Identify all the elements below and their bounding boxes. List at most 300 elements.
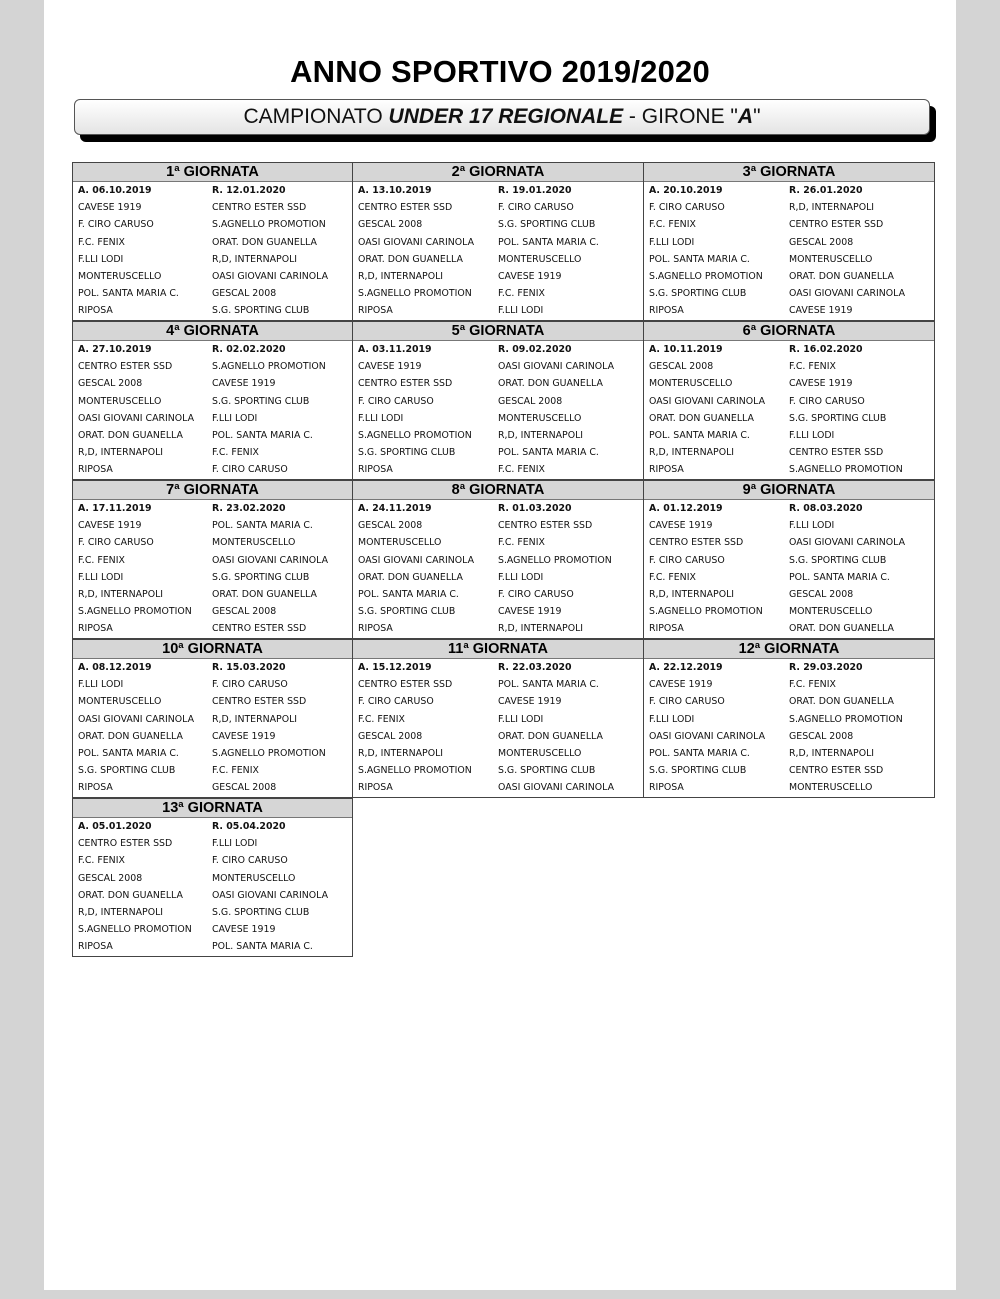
away-team: CAVESE 1919 bbox=[498, 696, 562, 708]
round-dates bbox=[353, 344, 643, 361]
away-team: POL. SANTA MARIA C. bbox=[212, 520, 313, 532]
away-team: R,D, INTERNAPOLI bbox=[212, 713, 298, 725]
match-row bbox=[73, 555, 352, 572]
andata-date: A. 05.01.2020 bbox=[78, 821, 152, 832]
ritorno-date: R. 09.02.2020 bbox=[498, 344, 572, 355]
home-team: R,D, INTERNAPOLI bbox=[358, 271, 444, 282]
ritorno-date: R. 19.01.2020 bbox=[498, 185, 572, 196]
page-title: ANNO SPORTIVO 2019/2020 bbox=[290, 54, 710, 89]
away-team: S.AGNELLO PROMOTION bbox=[212, 748, 326, 759]
match-row bbox=[73, 413, 352, 430]
andata-date: A. 10.11.2019 bbox=[649, 344, 723, 355]
match-row bbox=[73, 782, 352, 799]
match-row bbox=[353, 413, 643, 430]
away-team: ORAT. DON GUANELLA bbox=[498, 730, 603, 742]
away-team: ORAT. DON GUANELLA bbox=[789, 271, 894, 282]
away-team: OASI GIOVANI CARINOLA bbox=[789, 537, 906, 549]
match-row bbox=[73, 537, 352, 554]
home-team: F.C. FENIX bbox=[649, 219, 696, 231]
ritorno-date: R. 12.01.2020 bbox=[212, 185, 286, 196]
match-row bbox=[644, 765, 934, 782]
andata-date: A. 03.11.2019 bbox=[358, 344, 432, 355]
match-row bbox=[353, 748, 643, 765]
away-team: CAVESE 1919 bbox=[498, 606, 562, 618]
match-row bbox=[644, 305, 934, 322]
home-team: S.AGNELLO PROMOTION bbox=[649, 271, 763, 282]
home-team: CAVESE 1919 bbox=[649, 679, 713, 691]
away-team: ORAT. DON GUANELLA bbox=[789, 623, 894, 635]
away-team: F.C. FENIX bbox=[212, 447, 259, 459]
away-team: ORAT. DON GUANELLA bbox=[212, 589, 317, 600]
match-row bbox=[73, 696, 352, 713]
home-team: CENTRO ESTER SSD bbox=[78, 361, 173, 373]
away-team: S.G. SPORTING CLUB bbox=[212, 305, 310, 317]
away-team: OASI GIOVANI CARINOLA bbox=[212, 889, 329, 901]
away-team: F.LLI LODI bbox=[498, 571, 544, 583]
match-row bbox=[353, 254, 643, 271]
home-team: MONTERUSCELLO bbox=[78, 395, 162, 407]
home-team: RIPOSA bbox=[358, 623, 393, 635]
match-row bbox=[73, 361, 352, 378]
home-team: MONTERUSCELLO bbox=[78, 271, 162, 282]
away-team: F. CIRO CARUSO bbox=[498, 589, 574, 600]
home-team: F.LLI LODI bbox=[78, 253, 124, 265]
away-team: F.LLI LODI bbox=[789, 430, 835, 441]
match-row bbox=[73, 464, 352, 481]
match-row bbox=[644, 219, 934, 236]
match-row bbox=[353, 696, 643, 713]
home-team: GESCAL 2008 bbox=[78, 872, 143, 884]
home-team: S.AGNELLO PROMOTION bbox=[78, 606, 192, 618]
away-team: F.C. FENIX bbox=[498, 464, 545, 476]
home-team: RIPOSA bbox=[649, 305, 684, 317]
match-row bbox=[353, 679, 643, 696]
home-team: OASI GIOVANI CARINOLA bbox=[649, 730, 766, 742]
round-dates bbox=[644, 344, 934, 361]
ritorno-date: R. 29.03.2020 bbox=[789, 662, 863, 673]
away-team: MONTERUSCELLO bbox=[498, 412, 582, 424]
round-block bbox=[72, 321, 353, 480]
round-dates bbox=[73, 821, 352, 838]
match-row bbox=[644, 782, 934, 799]
round-block bbox=[352, 321, 644, 480]
match-row bbox=[353, 271, 643, 288]
match-row bbox=[73, 731, 352, 748]
andata-date: A. 08.12.2019 bbox=[78, 662, 152, 673]
match-row bbox=[353, 589, 643, 606]
away-team: R,D, INTERNAPOLI bbox=[212, 253, 298, 265]
away-team: GESCAL 2008 bbox=[212, 606, 277, 618]
round-dates bbox=[353, 662, 643, 679]
round-dates bbox=[644, 185, 934, 202]
banner-group: A bbox=[737, 105, 754, 128]
ritorno-date: R. 23.02.2020 bbox=[212, 503, 286, 514]
match-row bbox=[644, 254, 934, 271]
round-title: 9ª GIORNATA bbox=[644, 481, 934, 500]
away-team: R,D, INTERNAPOLI bbox=[789, 202, 875, 214]
home-team: F. CIRO CARUSO bbox=[358, 395, 434, 407]
away-team: CENTRO ESTER SSD bbox=[212, 202, 307, 214]
home-team: RIPOSA bbox=[649, 782, 684, 794]
match-row bbox=[353, 378, 643, 395]
home-team: OASI GIOVANI CARINOLA bbox=[358, 236, 475, 248]
away-team: OASI GIOVANI CARINOLA bbox=[498, 361, 615, 373]
away-team: S.G. SPORTING CLUB bbox=[498, 765, 596, 777]
round-title: 10ª GIORNATA bbox=[73, 640, 352, 659]
match-row bbox=[73, 288, 352, 305]
away-team: MONTERUSCELLO bbox=[498, 253, 582, 265]
round-block bbox=[352, 480, 644, 639]
home-team: ORAT. DON GUANELLA bbox=[358, 571, 463, 583]
home-team: F.LLI LODI bbox=[78, 679, 124, 691]
match-row bbox=[73, 396, 352, 413]
away-team: MONTERUSCELLO bbox=[789, 253, 873, 265]
away-team: F.LLI LODI bbox=[212, 412, 258, 424]
away-team: MONTERUSCELLO bbox=[789, 606, 873, 618]
round-block bbox=[643, 480, 935, 639]
ritorno-date: R. 22.03.2020 bbox=[498, 662, 572, 673]
home-team: R,D, INTERNAPOLI bbox=[649, 589, 735, 600]
home-team: S.AGNELLO PROMOTION bbox=[649, 606, 763, 618]
match-row bbox=[73, 447, 352, 464]
home-team: GESCAL 2008 bbox=[358, 520, 423, 532]
home-team: R,D, INTERNAPOLI bbox=[78, 447, 164, 459]
away-team: S.AGNELLO PROMOTION bbox=[498, 554, 612, 566]
home-team: F. CIRO CARUSO bbox=[78, 537, 154, 549]
home-team: F.C. FENIX bbox=[78, 855, 125, 867]
away-team: OASI GIOVANI CARINOLA bbox=[789, 288, 906, 300]
away-team: R,D, INTERNAPOLI bbox=[498, 430, 584, 441]
match-row bbox=[644, 202, 934, 219]
match-row bbox=[644, 237, 934, 254]
match-row bbox=[73, 838, 352, 855]
round-dates bbox=[73, 185, 352, 202]
away-team: S.G. SPORTING CLUB bbox=[789, 554, 887, 566]
away-team: CAVESE 1919 bbox=[498, 271, 562, 282]
match-row bbox=[353, 606, 643, 623]
match-row bbox=[73, 305, 352, 322]
home-team: OASI GIOVANI CARINOLA bbox=[358, 554, 475, 566]
match-row bbox=[644, 520, 934, 537]
away-team: OASI GIOVANI CARINOLA bbox=[498, 782, 615, 794]
away-team: F. CIRO CARUSO bbox=[212, 855, 288, 867]
home-team: S.G. SPORTING CLUB bbox=[358, 606, 456, 618]
home-team: F.C. FENIX bbox=[78, 554, 125, 566]
match-row bbox=[73, 907, 352, 924]
away-team: CENTRO ESTER SSD bbox=[212, 696, 307, 708]
home-team: POL. SANTA MARIA C. bbox=[78, 748, 179, 759]
away-team: F. CIRO CARUSO bbox=[789, 395, 865, 407]
home-team: RIPOSA bbox=[78, 305, 113, 317]
round-title: 12ª GIORNATA bbox=[644, 640, 934, 659]
round-block bbox=[352, 639, 644, 798]
match-row bbox=[73, 765, 352, 782]
home-team: F.C. FENIX bbox=[649, 571, 696, 583]
round-title: 8ª GIORNATA bbox=[353, 481, 643, 500]
andata-date: A. 15.12.2019 bbox=[358, 662, 432, 673]
away-team: S.G. SPORTING CLUB bbox=[789, 412, 887, 424]
away-team: GESCAL 2008 bbox=[789, 236, 854, 248]
banner-middle: - GIRONE " bbox=[623, 105, 738, 128]
away-team: POL. SANTA MARIA C. bbox=[789, 571, 890, 583]
round-dates bbox=[353, 185, 643, 202]
home-team: ORAT. DON GUANELLA bbox=[78, 889, 183, 901]
home-team: RIPOSA bbox=[78, 782, 113, 794]
away-team: ORAT. DON GUANELLA bbox=[498, 378, 603, 390]
round-title: 5ª GIORNATA bbox=[353, 322, 643, 341]
home-team: CAVESE 1919 bbox=[78, 202, 142, 214]
round-block bbox=[72, 162, 353, 321]
away-team: F.LLI LODI bbox=[212, 838, 258, 850]
match-row bbox=[353, 555, 643, 572]
home-team: CENTRO ESTER SSD bbox=[358, 202, 453, 214]
round-title: 3ª GIORNATA bbox=[644, 163, 934, 182]
home-team: POL. SANTA MARIA C. bbox=[649, 748, 750, 759]
match-row bbox=[353, 396, 643, 413]
match-row bbox=[644, 714, 934, 731]
home-team: F. CIRO CARUSO bbox=[649, 554, 725, 566]
match-row bbox=[353, 520, 643, 537]
ritorno-date: R. 08.03.2020 bbox=[789, 503, 863, 514]
andata-date: A. 17.11.2019 bbox=[78, 503, 152, 514]
round-dates bbox=[644, 503, 934, 520]
ritorno-date: R. 05.04.2020 bbox=[212, 821, 286, 832]
home-team: GESCAL 2008 bbox=[78, 378, 143, 390]
match-row bbox=[644, 413, 934, 430]
round-title: 13ª GIORNATA bbox=[73, 799, 352, 818]
match-row bbox=[73, 606, 352, 623]
home-team: ORAT. DON GUANELLA bbox=[649, 412, 754, 424]
round-dates bbox=[73, 344, 352, 361]
round-dates bbox=[73, 662, 352, 679]
away-team: MONTERUSCELLO bbox=[212, 872, 296, 884]
andata-date: A. 24.11.2019 bbox=[358, 503, 432, 514]
match-row bbox=[73, 714, 352, 731]
home-team: RIPOSA bbox=[649, 623, 684, 635]
away-team: GESCAL 2008 bbox=[498, 395, 563, 407]
andata-date: A. 01.12.2019 bbox=[649, 503, 723, 514]
match-row bbox=[644, 748, 934, 765]
away-team: CAVESE 1919 bbox=[789, 378, 853, 390]
match-row bbox=[73, 589, 352, 606]
home-team: POL. SANTA MARIA C. bbox=[78, 288, 179, 300]
match-row bbox=[73, 520, 352, 537]
round-title: 6ª GIORNATA bbox=[644, 322, 934, 341]
away-team: F.LLI LODI bbox=[498, 305, 544, 317]
match-row bbox=[644, 679, 934, 696]
ritorno-date: R. 15.03.2020 bbox=[212, 662, 286, 673]
championship-banner bbox=[74, 99, 930, 135]
away-team: POL. SANTA MARIA C. bbox=[498, 679, 599, 691]
match-row bbox=[644, 378, 934, 395]
away-team: R,D, INTERNAPOLI bbox=[789, 748, 875, 759]
home-team: POL. SANTA MARIA C. bbox=[649, 253, 750, 265]
home-team: F. CIRO CARUSO bbox=[358, 696, 434, 708]
round-block bbox=[643, 162, 935, 321]
match-row bbox=[353, 782, 643, 799]
match-row bbox=[644, 537, 934, 554]
home-team: CENTRO ESTER SSD bbox=[649, 537, 744, 549]
match-row bbox=[644, 288, 934, 305]
home-team: F. CIRO CARUSO bbox=[78, 219, 154, 231]
home-team: F.C. FENIX bbox=[78, 236, 125, 248]
away-team: S.AGNELLO PROMOTION bbox=[212, 219, 326, 231]
round-title: 7ª GIORNATA bbox=[73, 481, 352, 500]
match-row bbox=[353, 361, 643, 378]
match-row bbox=[644, 447, 934, 464]
home-team: RIPOSA bbox=[358, 464, 393, 476]
away-team: F.C. FENIX bbox=[498, 537, 545, 549]
away-team: ORAT. DON GUANELLA bbox=[789, 696, 894, 708]
away-team: CENTRO ESTER SSD bbox=[789, 219, 884, 231]
home-team: S.G. SPORTING CLUB bbox=[649, 288, 747, 300]
home-team: S.G. SPORTING CLUB bbox=[358, 447, 456, 459]
round-dates bbox=[353, 503, 643, 520]
home-team: OASI GIOVANI CARINOLA bbox=[78, 713, 195, 725]
away-team: S.G. SPORTING CLUB bbox=[212, 571, 310, 583]
home-team: GESCAL 2008 bbox=[358, 730, 423, 742]
match-row bbox=[73, 430, 352, 447]
banner-category: UNDER 17 REGIONALE bbox=[388, 105, 624, 128]
banner-prefix: CAMPIONATO bbox=[243, 105, 389, 128]
away-team: CENTRO ESTER SSD bbox=[212, 623, 307, 635]
away-team: F. CIRO CARUSO bbox=[212, 464, 288, 476]
home-team: GESCAL 2008 bbox=[358, 219, 423, 231]
home-team: CENTRO ESTER SSD bbox=[78, 838, 173, 850]
match-row bbox=[73, 219, 352, 236]
match-row bbox=[644, 430, 934, 447]
round-block bbox=[643, 321, 935, 480]
match-row bbox=[353, 447, 643, 464]
match-row bbox=[353, 714, 643, 731]
home-team: CAVESE 1919 bbox=[78, 520, 142, 532]
round-block bbox=[72, 639, 353, 798]
home-team: S.AGNELLO PROMOTION bbox=[358, 765, 472, 777]
away-team: MONTERUSCELLO bbox=[789, 782, 873, 794]
match-row bbox=[644, 555, 934, 572]
away-team: F.C. FENIX bbox=[789, 361, 836, 373]
home-team: S.AGNELLO PROMOTION bbox=[78, 924, 192, 936]
round-title: 1ª GIORNATA bbox=[73, 163, 352, 182]
home-team: RIPOSA bbox=[358, 782, 393, 794]
banner-suffix: " bbox=[753, 105, 761, 128]
away-team: S.AGNELLO PROMOTION bbox=[212, 361, 326, 373]
match-row bbox=[73, 924, 352, 941]
andata-date: A. 20.10.2019 bbox=[649, 185, 723, 196]
round-block bbox=[72, 480, 353, 639]
match-row bbox=[73, 237, 352, 254]
home-team: OASI GIOVANI CARINOLA bbox=[78, 412, 195, 424]
match-row bbox=[73, 202, 352, 219]
home-team: MONTERUSCELLO bbox=[649, 378, 733, 390]
match-row bbox=[73, 890, 352, 907]
match-row bbox=[353, 305, 643, 322]
home-team: F. CIRO CARUSO bbox=[649, 696, 725, 708]
match-row bbox=[644, 361, 934, 378]
match-row bbox=[644, 464, 934, 481]
away-team: S.AGNELLO PROMOTION bbox=[789, 713, 903, 725]
andata-date: A. 13.10.2019 bbox=[358, 185, 432, 196]
home-team: R,D, INTERNAPOLI bbox=[649, 447, 735, 459]
ritorno-date: R. 26.01.2020 bbox=[789, 185, 863, 196]
match-row bbox=[353, 572, 643, 589]
home-team: RIPOSA bbox=[78, 464, 113, 476]
away-team: POL. SANTA MARIA C. bbox=[498, 236, 599, 248]
home-team: POL. SANTA MARIA C. bbox=[649, 430, 750, 441]
match-row bbox=[353, 288, 643, 305]
round-title: 4ª GIORNATA bbox=[73, 322, 352, 341]
away-team: ORAT. DON GUANELLA bbox=[212, 236, 317, 248]
home-team: R,D, INTERNAPOLI bbox=[78, 907, 164, 918]
home-team: MONTERUSCELLO bbox=[358, 537, 442, 549]
home-team: S.AGNELLO PROMOTION bbox=[358, 430, 472, 441]
home-team: CAVESE 1919 bbox=[649, 520, 713, 532]
away-team: CAVESE 1919 bbox=[212, 730, 276, 742]
round-dates bbox=[644, 662, 934, 679]
home-team: CENTRO ESTER SSD bbox=[358, 378, 453, 390]
ritorno-date: R. 16.02.2020 bbox=[789, 344, 863, 355]
home-team: ORAT. DON GUANELLA bbox=[358, 253, 463, 265]
away-team: F.LLI LODI bbox=[498, 713, 544, 725]
away-team: F. CIRO CARUSO bbox=[498, 202, 574, 214]
match-row bbox=[73, 254, 352, 271]
home-team: S.G. SPORTING CLUB bbox=[649, 765, 747, 777]
away-team: CAVESE 1919 bbox=[212, 378, 276, 390]
home-team: CAVESE 1919 bbox=[358, 361, 422, 373]
away-team: F.C. FENIX bbox=[212, 765, 259, 777]
home-team: GESCAL 2008 bbox=[649, 361, 714, 373]
home-team: F.LLI LODI bbox=[78, 571, 124, 583]
away-team: POL. SANTA MARIA C. bbox=[212, 430, 313, 441]
match-row bbox=[644, 623, 934, 640]
match-row bbox=[353, 731, 643, 748]
match-row bbox=[644, 696, 934, 713]
away-team: R,D, INTERNAPOLI bbox=[498, 623, 584, 635]
match-row bbox=[73, 572, 352, 589]
home-team: OASI GIOVANI CARINOLA bbox=[649, 395, 766, 407]
match-row bbox=[353, 219, 643, 236]
andata-date: A. 06.10.2019 bbox=[78, 185, 152, 196]
away-team: GESCAL 2008 bbox=[789, 589, 854, 600]
away-team: CENTRO ESTER SSD bbox=[789, 765, 884, 777]
home-team: F.LLI LODI bbox=[649, 236, 695, 248]
home-team: ORAT. DON GUANELLA bbox=[78, 730, 183, 742]
match-row bbox=[353, 537, 643, 554]
away-team: CAVESE 1919 bbox=[212, 924, 276, 936]
match-row bbox=[73, 748, 352, 765]
match-row bbox=[644, 271, 934, 288]
away-team: OASI GIOVANI CARINOLA bbox=[212, 554, 329, 566]
match-row bbox=[644, 572, 934, 589]
home-team: CENTRO ESTER SSD bbox=[358, 679, 453, 691]
match-row bbox=[73, 271, 352, 288]
match-row bbox=[353, 237, 643, 254]
match-row bbox=[644, 589, 934, 606]
home-team: RIPOSA bbox=[78, 623, 113, 635]
home-team: F.LLI LODI bbox=[649, 713, 695, 725]
home-team: R,D, INTERNAPOLI bbox=[78, 589, 164, 600]
away-team: F.C. FENIX bbox=[789, 679, 836, 691]
away-team: POL. SANTA MARIA C. bbox=[498, 447, 599, 459]
andata-date: A. 22.12.2019 bbox=[649, 662, 723, 673]
away-team: S.AGNELLO PROMOTION bbox=[789, 464, 903, 476]
round-title: 11ª GIORNATA bbox=[353, 640, 643, 659]
match-row bbox=[353, 765, 643, 782]
match-row bbox=[73, 679, 352, 696]
away-team: MONTERUSCELLO bbox=[498, 748, 582, 759]
match-row bbox=[73, 873, 352, 890]
home-team: RIPOSA bbox=[358, 305, 393, 317]
